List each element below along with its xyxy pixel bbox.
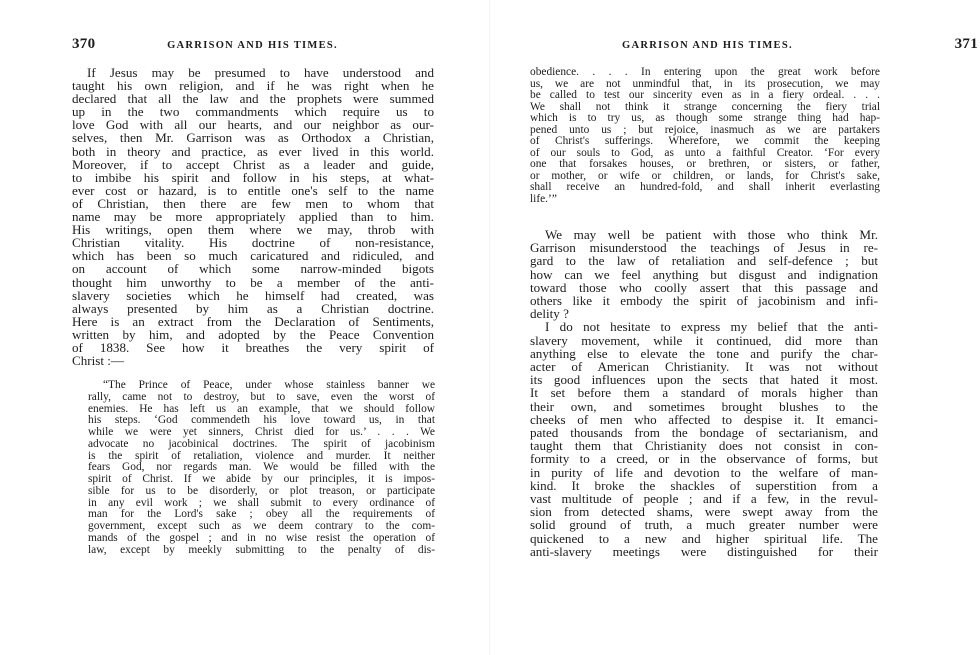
quote-text-line: spirit of Christ. If we abide by our principles, it is impos- bbox=[88, 473, 435, 485]
body-text-line: toward those who coolly assert that this passage and bbox=[530, 279, 878, 295]
quote-text-line: law, except by meekly submitting to the penalty of dis- bbox=[88, 543, 435, 556]
quote-text-line: is the spirit of retaliation, violence and murder. It neither bbox=[88, 449, 435, 462]
quote-text-line: “The Prince of Peace, under whose stainless banner we bbox=[103, 379, 435, 391]
right-page bbox=[490, 0, 980, 655]
body-text-line: If Jesus may be presumed to have understood and bbox=[87, 65, 434, 80]
body-text-line: taught his own religion, and if he was right when he bbox=[72, 78, 434, 94]
body-text-line: kind. It broke the shackles of superstition from a bbox=[530, 477, 878, 493]
running-head-title-left: GARRISON AND HIS TIMES. bbox=[167, 40, 338, 51]
body-text-line: love God with all our hearts, and our neighbor as our- bbox=[72, 117, 434, 133]
quote-text-line: We shall not think it strange concerning the fiery trial bbox=[530, 100, 880, 113]
body-text-line: thought him unworthy to be a member of the anti- bbox=[72, 274, 434, 290]
quote-text-line: life.’” bbox=[530, 192, 557, 205]
body-text-line: how can we feel anything but disgust and indignation bbox=[530, 266, 878, 282]
body-text-line: name may be more appropriately applied than to him. bbox=[72, 209, 434, 225]
body-text-line: solid ground of truth, a much greater number were bbox=[530, 517, 878, 533]
quote-text-line: be called to test our sincerity even as in a fiery ordeal. . . . bbox=[530, 89, 880, 101]
body-text-line: to imbibe his spirit and follow in his steps, at what- bbox=[72, 169, 434, 185]
left-running-head bbox=[72, 36, 434, 53]
body-text-line: selves, then Mr. Garrison was as Orthodox a Christian, bbox=[72, 130, 434, 146]
body-text-line: I do not hesitate to express my belief that the anti- bbox=[545, 319, 878, 335]
quote-text-line: in any evil work ; we shall submit to every ordinance of bbox=[88, 496, 435, 509]
quote-text-line: rally, came not to destroy, but to save, even the worst of bbox=[88, 390, 435, 403]
body-text-line: declared that all the law and the prophets were summed bbox=[72, 91, 434, 107]
body-text-line: anti-slavery meetings were distinguished for their bbox=[530, 543, 878, 559]
body-text-line: It set before them a standard of morals higher than bbox=[530, 385, 878, 401]
body-text-line: Moreover, if to accept Christ as a leader and guide, bbox=[72, 156, 434, 172]
quote-text-line: one that forsakes houses, or brethren, or sisters, or father, bbox=[530, 158, 880, 170]
body-text-line: We may well be patient with those who think Mr. bbox=[545, 227, 878, 242]
quote-text-line: sible for us to be disorderly, or plot treason, or participate bbox=[88, 484, 435, 497]
body-text-line: His writings, open them where we may, throb with bbox=[72, 222, 434, 238]
body-text-line: Garrison misunderstood the teachings of Jesus in re- bbox=[530, 240, 878, 256]
body-text-line: always presented by him as a Christian doctrine. bbox=[72, 300, 434, 316]
body-text-line: formity to a creed, or in the observance of forms, but bbox=[530, 451, 878, 467]
body-text-line: quickened to a new and higher spiritual life. The bbox=[530, 530, 878, 546]
right-body-text bbox=[530, 228, 878, 558]
body-text-line: gard to the law of retaliation and self-defence ; but bbox=[530, 253, 878, 269]
body-text-line: Here is an extract from the Declaration of Sentiments, bbox=[72, 313, 434, 329]
body-text-line: which has been so much caricatured and ridiculed, and bbox=[72, 248, 434, 264]
body-text-line: up in the two commandments which require us to bbox=[72, 104, 434, 120]
body-text-line: cheeks of men who affected to despise it. It emanci- bbox=[530, 411, 878, 427]
body-text-line: Christian vitality. His doctrine of non-resistance, bbox=[72, 235, 434, 251]
quote-text-line: of our souls to God, as unto a faithful Creator. ‘For every bbox=[530, 146, 880, 159]
quote-text-line: or mother, or wife or children, or lands, for Christ's sake, bbox=[530, 169, 880, 182]
body-text-line: pated thousands from the bondage of sectarianism, and bbox=[530, 425, 878, 441]
body-text-line: both in theory and practice, as ever lived in this world. bbox=[72, 143, 434, 159]
quote-text-line: advocate no jacobinical doctrines. The spirit of jacobinism bbox=[88, 437, 435, 450]
quote-text-line: enemies. He has left us an example, that we should follow bbox=[88, 402, 435, 415]
body-text-line: of 1838. See how it breathes the very spirit of bbox=[72, 339, 434, 355]
quote-text-line: mands of the gospel ; and in no wise resist the operation of bbox=[88, 531, 435, 544]
body-text-line: others like it embody the spirit of jacobinism and infi- bbox=[530, 293, 878, 309]
body-text-line: vast multitude of people ; and if a few, in the revul- bbox=[530, 491, 878, 507]
page-number-left: 370 bbox=[72, 36, 96, 52]
body-text-line: their own, and sometimes brought blushes to the bbox=[530, 398, 878, 414]
body-text-line: acter of American Christianity. It was not without bbox=[530, 359, 878, 375]
left-quote-text bbox=[88, 380, 435, 556]
right-running-head bbox=[622, 36, 978, 53]
body-text-line: slavery movement, while it continued, did more than bbox=[530, 332, 878, 348]
quote-text-line: pened unto us ; but rejoice, inasmuch as we are partakers bbox=[530, 123, 880, 136]
body-text-line: ever cost or hazard, is to entitle one's self to the name bbox=[72, 182, 434, 198]
quote-text-line: shall receive an hundred-fold, and shall inherit everlasting bbox=[530, 181, 880, 193]
quote-text-line: fears God, nor regards man. We would be filled with the bbox=[88, 461, 435, 474]
body-text-line: Christ :— bbox=[72, 353, 125, 369]
quote-text-line: government, except such as we deem contrary to the com- bbox=[88, 520, 435, 532]
body-text-line: written by him, and adopted by the Peace Convention bbox=[72, 326, 434, 342]
right-quote-text bbox=[530, 67, 880, 205]
running-head-title-right: GARRISON AND HIS TIMES. bbox=[622, 40, 793, 51]
quote-text-line: man for the Lord's sake ; obey all the requirements of bbox=[88, 508, 435, 521]
body-text-line: delity ? bbox=[530, 306, 569, 322]
body-text-line: its good influences upon the sects that hated it most. bbox=[530, 372, 878, 388]
quote-text-line: obedience. . . . In entering upon the great work before bbox=[530, 66, 880, 78]
quote-text-line: of Christ's sufferings. Wherefore, we commit the keeping bbox=[530, 135, 880, 147]
body-text-line: sion from detected shams, were swept away from the bbox=[530, 504, 878, 520]
page-number-right: 371 bbox=[954, 36, 978, 52]
body-text-line: anything else to elevate the tone and purify the char- bbox=[530, 345, 878, 361]
body-text-line: slavery societies which he himself had created, was bbox=[72, 287, 434, 303]
quote-text-line: which is to try us, as though some strange thing had hap- bbox=[530, 112, 880, 124]
body-text-line: on account of which some narrow-minded bigots bbox=[72, 261, 434, 277]
quote-text-line: while we were yet sinners, Christ died for us.’ . . . We bbox=[88, 426, 435, 438]
body-text-line: of Christian, then there are few men to whom that bbox=[72, 195, 434, 211]
body-text-line: in purity of life and devotion to the welfare of man- bbox=[530, 464, 878, 480]
body-text-line: taught them that Christianity does not consist in con- bbox=[530, 438, 878, 454]
quote-text-line: us, we are not unmindful that, in its prosecution, we may bbox=[530, 77, 880, 90]
left-body-text bbox=[72, 66, 434, 367]
quote-text-line: his steps. ‘God commendeth his love toward us, in that bbox=[88, 414, 435, 427]
